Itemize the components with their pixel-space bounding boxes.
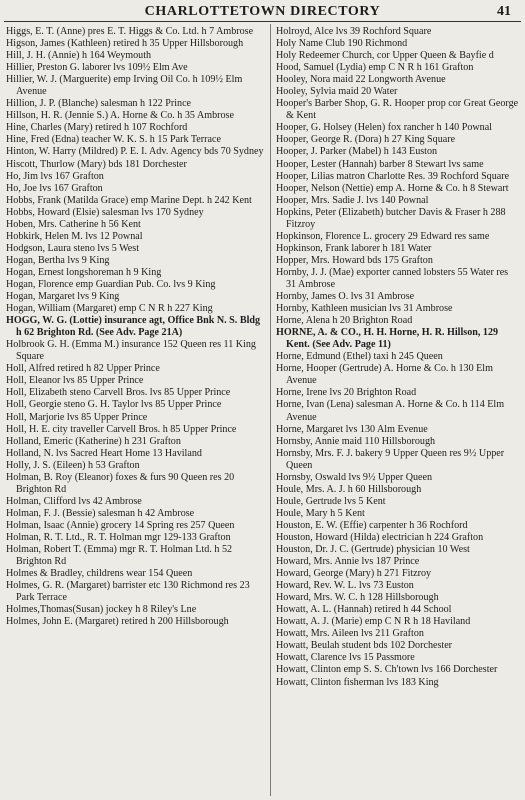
page-header	[0, 4, 525, 22]
directory-entry: Holman, R. T. Ltd., R. T. Holman mgr 129-133 Grafton	[6, 531, 231, 543]
directory-entry: Houston, E. W. (Effie) carpenter h 36 Rochford	[276, 519, 468, 531]
directory-entry: Hornby, J. J. (Mae) exporter canned lobsters 55 Water res 31 Ambrose	[276, 266, 509, 290]
directory-entry: Hobbs, Howard (Elsie) salesman lvs 170 Sydney	[6, 206, 204, 218]
directory-entry: Holman, Robert T. (Emma) mgr R. T. Holman Ltd. h 52 Brighton Rd	[6, 544, 233, 568]
directory-entry: Holmes,Thomas(Susan) jockey h 8 Riley's Lne	[6, 604, 197, 616]
directory-entry: Hooper, George R. (Dora) h 27 King Square	[276, 134, 456, 146]
directory-entry: Hornby, James O. lvs 31 Ambrose	[276, 291, 415, 303]
directory-entry: Holmes, John E. (Margaret) retired h 200 Hillsborough	[6, 616, 229, 628]
directory-entry: Hooper's Barber Shop, G. R. Hooper prop cor Great George & Kent	[276, 98, 519, 122]
directory-entry: Howard, George (Mary) h 271 Fitzroy	[276, 568, 432, 580]
directory-entry: Holman, F. J. (Bessie) salesman h 42 Ambrose	[6, 507, 195, 519]
directory-entry: Hopper, Mrs. Howard bds 175 Grafton	[276, 254, 433, 266]
directory-entry: Holroyd, Alce lvs 39 Rochford Square	[276, 26, 432, 37]
directory-entry: Holy Name Club 190 Richmond	[276, 38, 408, 50]
directory-entry: Hooper, J. Parker (Mabel) h 143 Euston	[276, 146, 438, 158]
directory-entry: Houle, Mary h 5 Kent	[276, 507, 365, 519]
directory-entry: Holbrook G. H. (Emma M.) insurance 152 Queen res 11 King Square	[6, 339, 256, 363]
directory-entry: Houle, Gertrude lvs 5 Kent	[276, 495, 386, 507]
directory-entry: Horne, Margaret lvs 130 Alm Evenue	[276, 423, 428, 435]
column-divider	[270, 24, 271, 796]
directory-entry: Howatt, Clinton emp S. S. Ch'town lvs 166 Dorchester	[276, 664, 498, 676]
directory-entry: Horne, Irene lvs 20 Brighton Road	[276, 387, 417, 399]
directory-entry: Hogan, Florence emp Guardian Pub. Co. lvs 9 King	[6, 278, 216, 290]
page-number: 41	[497, 4, 511, 19]
left-column	[6, 26, 264, 628]
directory-entry: Holl, Eleanor lvs 85 Upper Prince	[6, 375, 144, 387]
directory-entry: Hine, Charles (Mary) retired h 107 Rochford	[6, 122, 188, 134]
directory-entry: Howard, Mrs. Annie lvs 187 Prince	[276, 556, 420, 568]
directory-entry: Houston, Howard (Hilda) electrician h 224 Grafton	[276, 531, 484, 543]
directory-entry: Hillson, H. R. (Jennie S.) A. Horne & Co. h 35 Ambrose	[6, 110, 234, 122]
directory-entry: Holl, Georgie steno G. H. Taylor lvs 85 Upper Prince	[6, 399, 222, 411]
directory-entry: Hornby, Kathleen musician lvs 31 Ambrose	[276, 303, 453, 315]
directory-entry: Hooper, Mrs. Sadie J. lvs 140 Pownal	[276, 194, 429, 206]
directory-entry: Houston, Dr. J. C. (Gertrude) physician 10 West	[276, 544, 470, 556]
directory-entry: Hobbs, Frank (Matilda Grace) emp Marine Dept. h 242 Kent	[6, 194, 252, 206]
directory-entry: Holl, H. E. city traveller Carvell Bros. h 85 Upper Prince	[6, 423, 237, 435]
directory-entry: Howatt, A. L. (Hannah) retired h 44 School	[276, 604, 452, 616]
right-column	[276, 26, 520, 689]
directory-entry: Hobkirk, Helen M. lvs 12 Pownal	[6, 230, 143, 242]
directory-entry: Holman, B. Roy (Eleanor) foxes & furs 90 Queen res 20 Brighton Rd	[6, 471, 235, 495]
directory-entry: Hillier, W. J. (Marguerite) emp Irving Oil Co. h 109½ Elm Avenue	[6, 74, 243, 98]
directory-entry: Hill, J. H. (Annie) h 164 Weymouth	[6, 50, 152, 62]
directory-entry: Hooper, Lester (Hannah) barber 8 Stewart lvs same	[276, 158, 484, 170]
directory-entry: Howatt, Mrs. Aileen lvs 211 Grafton	[276, 628, 424, 640]
directory-entry: Hillier, Preston G. laborer lvs 109½ Elm Ave	[6, 62, 188, 74]
directory-entry: Hooley, Sylvia maid 20 Water	[276, 86, 398, 98]
directory-entry: Hodgson, Laura steno lvs 5 West	[6, 242, 140, 254]
directory-entry: Howard, Mrs. W. C. h 128 Hillsborough	[276, 592, 439, 604]
directory-entry: Horne, Hooper (Gertrude) A. Horne & Co. h 130 Elm Avenue	[276, 363, 493, 387]
header-rule	[4, 21, 521, 22]
directory-entry: Holmes, G. R. (Margaret) barrister etc 130 Richmond res 23 Park Terrace	[6, 580, 250, 604]
directory-entry: Holly, J. S. (Eileen) h 53 Grafton	[6, 459, 140, 471]
directory-entry: Hoben, Mrs. Catherine h 56 Kent	[6, 218, 141, 230]
directory-entry: Howatt, Clarence lvs 15 Passmore	[276, 652, 415, 664]
directory-entry: Hinton, W. Harry (Mildred) P. E. I. Adv. Agency bds 70 Sydney	[6, 146, 264, 158]
directory-entry: Holmes & Bradley, childrens wear 154 Queen	[6, 568, 193, 580]
directory-entry: HORNE, A. & CO., H. H. Horne, H. R. Hillson, 129 Kent. (See Adv. Page 11)	[276, 327, 499, 351]
page-title: CHARLOTTETOWN DIRECTORY	[144, 4, 381, 19]
directory-entry: Hornsby, Oswald lvs 9½ Upper Queen	[276, 471, 433, 483]
directory-entry: Higgs, E. T. (Anne) pres E. T. Higgs & Co. Ltd. h 7 Ambrose	[6, 26, 254, 37]
directory-entry: Hooper, Lilias matron Charlotte Res. 39 Rochford Square	[276, 170, 510, 182]
directory-entry: Hine, Fred (Edna) teacher W. K. S. h 15 Park Terrace	[6, 134, 221, 146]
directory-entry: Holl, Marjorie lvs 85 Upper Prince	[6, 411, 148, 423]
directory-entry: Hornsby, Annie maid 110 Hillsborough	[276, 435, 436, 447]
directory-entry: Hiscott, Thurlow (Mary) bds 181 Dorchester	[6, 158, 187, 170]
directory-entry: Hooper, Nelson (Nettie) emp A. Horne & Co. h 8 Stewart	[276, 182, 509, 194]
directory-entry: Holl, Elizabeth steno Carvell Bros. lvs 85 Upper Prince	[6, 387, 231, 399]
directory-entry: HOGG, W. G. (Lottie) insurance agt, Office Bnk N. S. Bldg h 62 Brighton Rd. (See Adv. Page 21A)	[6, 315, 261, 339]
directory-entry: Holl, Alfred retired h 82 Upper Prince	[6, 363, 160, 375]
directory-entry: Hood, Samuel (Lydia) emp C N R h 161 Grafton	[276, 62, 474, 74]
directory-entry: Howard, Rev. W. L. lvs 73 Euston	[276, 580, 414, 592]
directory-entry: Higson, James (Kathleen) retired h 35 Upper Hillsborough	[6, 38, 244, 50]
directory-entry: Hillion, J. P. (Blanche) salesman h 122 Prince	[6, 98, 192, 110]
directory-entry: Hogan, Bertha lvs 9 King	[6, 254, 110, 266]
directory-entry: Hornsby, Mrs. F. J. bakery 9 Upper Queen res 9½ Upper Queen	[276, 447, 505, 471]
directory-entry: Holman, Isaac (Annie) grocery 14 Spring res 257 Queen	[6, 519, 235, 531]
directory-entry: Hogan, William (Margaret) emp C N R h 227 King	[6, 303, 213, 315]
directory-entry: Ho, Jim lvs 167 Grafton	[6, 170, 104, 182]
directory-entry: Holland, N. lvs Sacred Heart Home 13 Haviland	[6, 447, 202, 459]
directory-entry: Horne, Edmund (Ethel) taxi h 245 Queen	[276, 351, 443, 363]
directory-entry: Holland, Emeric (Katherine) h 231 Grafton	[6, 435, 181, 447]
directory-entry: Ho, Joe lvs 167 Grafton	[6, 182, 103, 194]
directory-entry: Hopkins, Peter (Elizabeth) butcher Davis & Fraser h 288 Fitzroy	[276, 206, 506, 230]
directory-entry: Howatt, A. J. (Marie) emp C N R h 18 Haviland	[276, 616, 471, 628]
directory-entry: Hopkinson, Frank laborer h 181 Water	[276, 242, 432, 254]
directory-entry: Houle, Mrs. A. J. h 60 Hillsborough	[276, 483, 422, 495]
directory-entry: Hopkinson, Florence L. grocery 29 Edward res same	[276, 230, 490, 242]
directory-entry: Holy Redeemer Church, cor Upper Queen & Bayfie d	[276, 50, 494, 62]
directory-entry: Hogan, Margaret lvs 9 King	[6, 291, 120, 303]
directory-entry: Howatt, Clinton fisherman lvs 183 King	[276, 676, 439, 688]
directory-entry: Holman, Clifford lvs 42 Ambrose	[6, 495, 142, 507]
directory-entry: Howatt, Beulah student bds 102 Dorchester	[276, 640, 453, 652]
directory-entry: Hogan, Ernest longshoreman h 9 King	[6, 266, 162, 278]
directory-entry: Hooper, G. Holsey (Helen) fox rancher h 140 Pownal	[276, 122, 492, 134]
directory-entry: Hooley, Nora maid 22 Longworth Avenue	[276, 74, 446, 86]
directory-entry: Horne, Ivan (Lena) salesman A. Horne & Co. h 114 Elm Avenue	[276, 399, 505, 423]
directory-entry: Horne, Alena h 20 Brighton Road	[276, 315, 413, 327]
